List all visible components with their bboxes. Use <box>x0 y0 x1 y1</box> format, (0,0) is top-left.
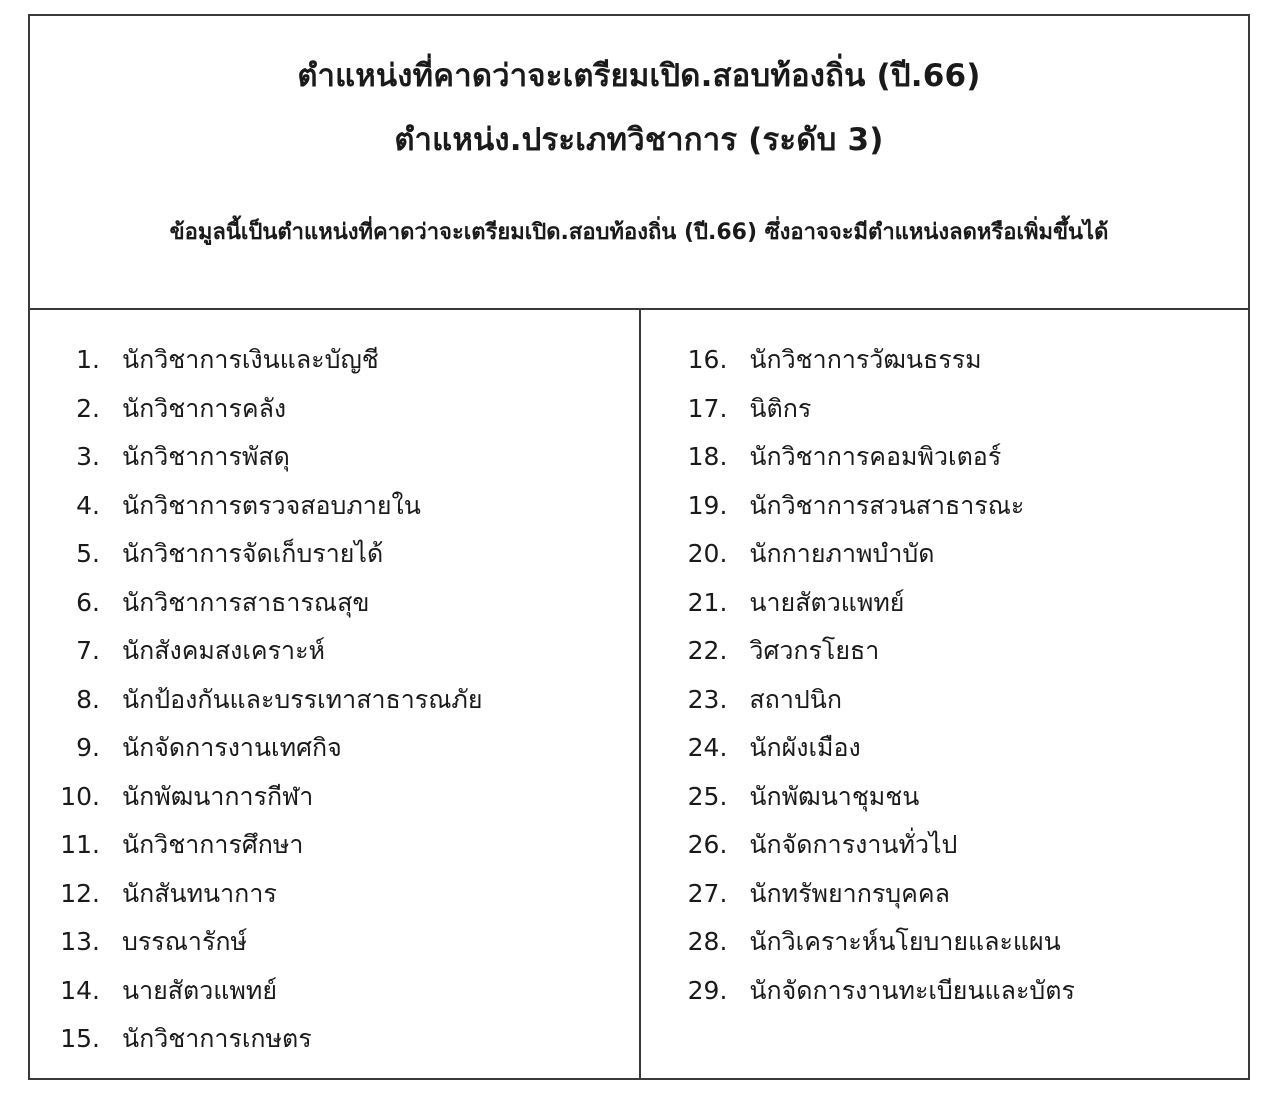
list-item <box>30 1015 639 1064</box>
list-item-label: นักทรัพยากรบุคคล <box>749 878 950 908</box>
list-item-number: 10. <box>60 781 100 811</box>
list-item-number: 15. <box>60 1024 100 1053</box>
list-item-number: 28. <box>687 927 728 956</box>
list-item <box>30 336 639 385</box>
list-item-number: 11. <box>60 830 100 859</box>
list-item-number: 12. <box>60 878 100 908</box>
list-item-number: 3. <box>76 442 100 471</box>
list-item-label: นักพัฒนาชุมชน <box>749 781 920 811</box>
list-item-number: 6. <box>76 587 100 617</box>
list-item-label: นักวิชาการเงินและบัญชี <box>122 345 379 374</box>
list-item <box>30 385 639 434</box>
page-subtitle: ข้อมูลนี้เป็นตำแหน่งที่คาดว่าจะเตรียมเปิด.สอบท้องถิ่น (ปี.66) ซึ่งอาจจะมีตำแหน่งลดหรือเพิ่มขึ้นได้ <box>169 219 1109 245</box>
list-item-label: นักวิชาการพัสดุ <box>122 442 290 471</box>
list-item-label: นักวิชาการศึกษา <box>122 830 304 859</box>
list-item-label: นักวิชาการเกษตร <box>122 1024 312 1053</box>
list-item-number: 14. <box>60 975 100 1005</box>
list-item-number: 23. <box>687 684 728 714</box>
list-item-number: 22. <box>687 636 728 665</box>
list-item-label: นักกายภาพบำบัด <box>749 539 935 568</box>
list-item-label: นักวิชาการคอมพิวเตอร์ <box>749 442 1002 471</box>
list-item-number: 20. <box>687 539 728 568</box>
list-item-label: นักวิชาการสาธารณสุข <box>122 587 370 617</box>
list-item <box>30 627 639 676</box>
list-item <box>641 579 1246 628</box>
header-box <box>28 14 1250 310</box>
list-item-label: นักป้องกันและบรรเทาสาธารณภัย <box>122 684 483 714</box>
list-item-number: 9. <box>76 733 100 762</box>
list-item <box>641 385 1246 434</box>
list-item-label: นักวิชาการคลัง <box>122 393 287 423</box>
list-item <box>641 433 1246 482</box>
list-item-label: วิศวกรโยธา <box>749 636 880 665</box>
list-item-number: 24. <box>687 733 728 762</box>
list-item <box>30 676 639 725</box>
list-item-number: 2. <box>76 393 100 423</box>
list-item-label: นิติกร <box>749 393 812 423</box>
list-item <box>641 773 1246 822</box>
list-item-number: 8. <box>76 684 100 714</box>
list-item-number: 7. <box>76 636 100 665</box>
list-item-number: 5. <box>76 539 100 568</box>
list-item <box>30 773 639 822</box>
list-item-number: 27. <box>687 878 728 908</box>
list-item-label: บรรณารักษ์ <box>122 927 247 956</box>
list-item <box>641 918 1246 967</box>
list-item-number: 1. <box>76 345 100 374</box>
list-item <box>641 870 1246 919</box>
list-item-label: นักจัดการงานทั่วไป <box>749 830 958 859</box>
list-item <box>641 627 1246 676</box>
list-item-number: 29. <box>687 975 728 1005</box>
list-item <box>641 676 1246 725</box>
list-item-label: นักพัฒนาการกีฬา <box>122 781 314 811</box>
list-item-label: นายสัตวแพทย์ <box>122 975 278 1005</box>
page-title-line-2: ตำแหน่ง.ประเภทวิชาการ (ระดับ 3) <box>394 121 884 158</box>
list-item-label: นายสัตวแพทย์ <box>749 587 905 617</box>
list-item-number: 4. <box>76 490 100 520</box>
positions-table <box>28 310 1250 1080</box>
list-item <box>30 433 639 482</box>
list-item-label: นักสังคมสงเคราะห์ <box>122 636 326 665</box>
list-item-number: 26. <box>687 830 728 859</box>
page-title-line-1: ตำแหน่งที่คาดว่าจะเตรียมเปิด.สอบท้องถิ่น (ปี.66) <box>297 58 981 94</box>
list-item-number: 13. <box>60 927 100 956</box>
list-item-label: นักวิชาการตรวจสอบภายใน <box>122 490 421 520</box>
list-item <box>30 482 639 531</box>
list-item-label: นักวิชาการจัดเก็บรายได้ <box>122 539 384 568</box>
list-item <box>641 530 1246 579</box>
list-item-number: 16. <box>687 345 728 374</box>
list-item-label: นักวิชาการสวนสาธารณะ <box>749 490 1025 520</box>
list-item-number: 25. <box>687 781 728 811</box>
list-item-label: นักจัดการงานเทศกิจ <box>122 733 342 762</box>
list-item <box>30 821 639 870</box>
list-item-number: 19. <box>687 490 728 520</box>
list-item <box>30 870 639 919</box>
list-item-label: นักผังเมือง <box>749 733 861 762</box>
list-item <box>30 530 639 579</box>
list-item-label: นักสันทนาการ <box>122 878 277 908</box>
list-item <box>641 724 1246 773</box>
list-item-number: 21. <box>687 587 728 617</box>
list-item <box>30 579 639 628</box>
list-item-label: สถาปนิก <box>749 684 842 714</box>
list-item-label: นักวิเคราะห์นโยบายและแผน <box>749 927 1061 956</box>
list-item-number: 17. <box>687 393 728 423</box>
list-item <box>30 967 639 1016</box>
list-item <box>30 724 639 773</box>
list-item <box>641 821 1246 870</box>
list-item <box>641 336 1246 385</box>
list-item-label: นักจัดการงานทะเบียนและบัตร <box>749 975 1075 1005</box>
positions-column-right <box>639 310 1246 1078</box>
list-item <box>641 967 1246 1016</box>
list-item <box>30 918 639 967</box>
list-item-label: นักวิชาการวัฒนธรรม <box>749 345 982 374</box>
list-item-number: 18. <box>687 442 728 471</box>
list-item <box>641 482 1246 531</box>
positions-column-left <box>30 310 641 1078</box>
